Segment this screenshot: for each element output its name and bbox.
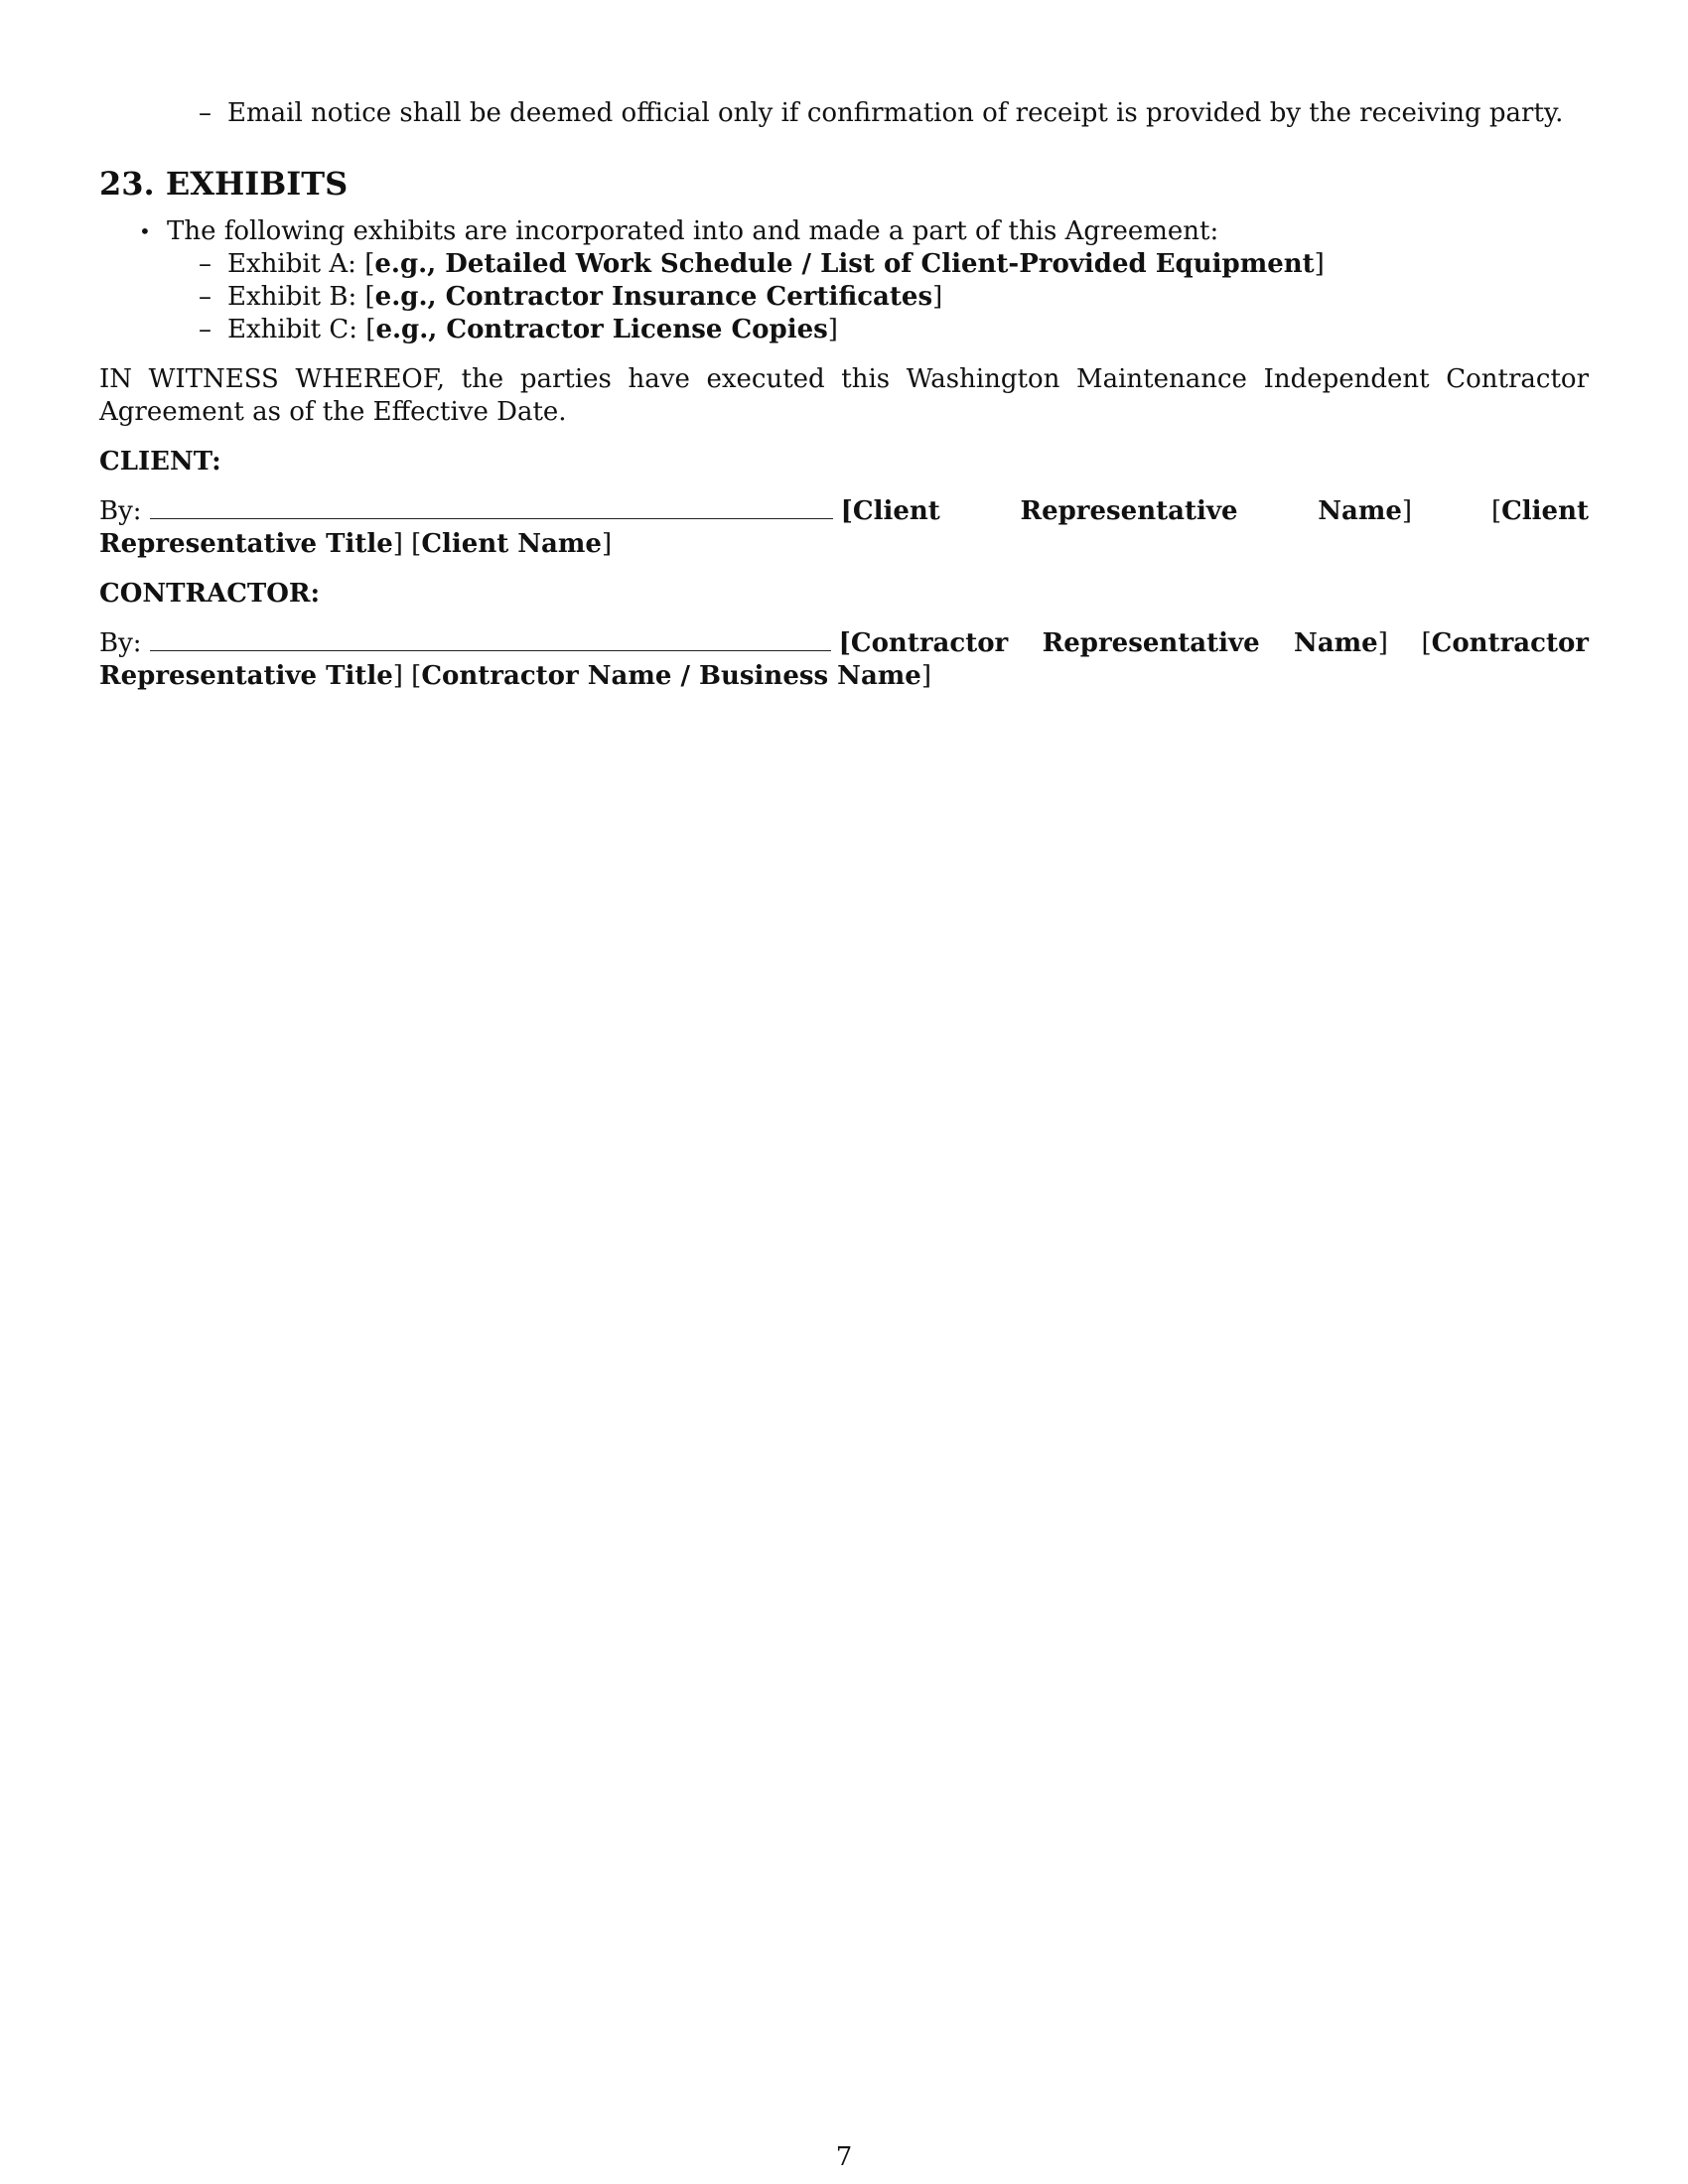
dash-marker: – bbox=[199, 98, 211, 128]
exhibit-item-c bbox=[99, 314, 1589, 346]
notice-email-text: Email notice shall be deemed official only if confirmation of receipt is provided by the receiving party. bbox=[227, 98, 1564, 128]
exhibit-label: Exhibit B: bbox=[227, 282, 357, 312]
contractor-rep-title: Contractor Representative Title bbox=[99, 628, 1589, 691]
exhibits-intro-item bbox=[99, 215, 1589, 248]
exhibit-placeholder: e.g., Contractor Insurance Certificates bbox=[374, 282, 933, 312]
bracket-close: ] bbox=[827, 315, 838, 344]
bracket-open: [ bbox=[364, 249, 375, 279]
contractor-rep-name: Contractor Representative Name bbox=[850, 628, 1378, 658]
witness-paragraph: IN WITNESS WHEREOF, the parties have executed this Washington Maintenance Independent Contractor Agreement as of the Effective Date. bbox=[99, 364, 1589, 427]
contractor-signature-line[interactable] bbox=[150, 628, 831, 651]
client-signature-line[interactable] bbox=[150, 496, 833, 519]
by-label: By: bbox=[99, 628, 142, 658]
bracket-close: ] bbox=[1314, 249, 1325, 279]
contractor-signature-block: By: [Contractor Representative Name] [Contractor Representative Title] [Contractor Name / Business Name] bbox=[99, 628, 1589, 691]
exhibit-placeholder: e.g., Contractor License Copies bbox=[375, 315, 828, 344]
section-heading-exhibits: 23. EXHIBITS bbox=[99, 165, 349, 203]
exhibit-placeholder: e.g., Detailed Work Schedule / List of Client-Provided Equipment bbox=[374, 249, 1315, 279]
bracket-close: ] bbox=[932, 282, 943, 312]
exhibit-list bbox=[99, 248, 1589, 346]
exhibit-item-a bbox=[99, 248, 1589, 281]
exhibits-intro-text: The following exhibits are incorporated into and made a part of this Agreement: bbox=[167, 216, 1219, 246]
contractor-name: Contractor Name / Business Name bbox=[421, 661, 921, 691]
client-rep-name: Client Representative Name bbox=[852, 496, 1402, 526]
by-label: By: bbox=[99, 496, 142, 526]
client-signature-block: By: [Client Representative Name] [Client Representative Title] [Client Name] bbox=[99, 496, 1589, 559]
exhibit-item-b bbox=[99, 281, 1589, 314]
bracket-open: [ bbox=[365, 315, 376, 344]
page-number: 7 bbox=[835, 2142, 853, 2172]
exhibit-label: Exhibit A: bbox=[227, 249, 356, 279]
document-page bbox=[99, 97, 1589, 693]
client-heading: CLIENT: bbox=[99, 447, 221, 477]
bullet-marker: • bbox=[139, 219, 151, 243]
dash-marker: – bbox=[199, 249, 211, 279]
client-rep-title: Client Representative Title bbox=[99, 496, 1589, 559]
exhibit-label: Exhibit C: bbox=[227, 315, 358, 344]
contractor-heading: CONTRACTOR: bbox=[99, 579, 321, 609]
client-name: Client Name bbox=[421, 529, 602, 559]
bracket-open: [ bbox=[364, 282, 375, 312]
dash-marker: – bbox=[199, 282, 211, 312]
dash-marker: – bbox=[199, 315, 211, 344]
notice-email-item bbox=[99, 97, 1589, 130]
